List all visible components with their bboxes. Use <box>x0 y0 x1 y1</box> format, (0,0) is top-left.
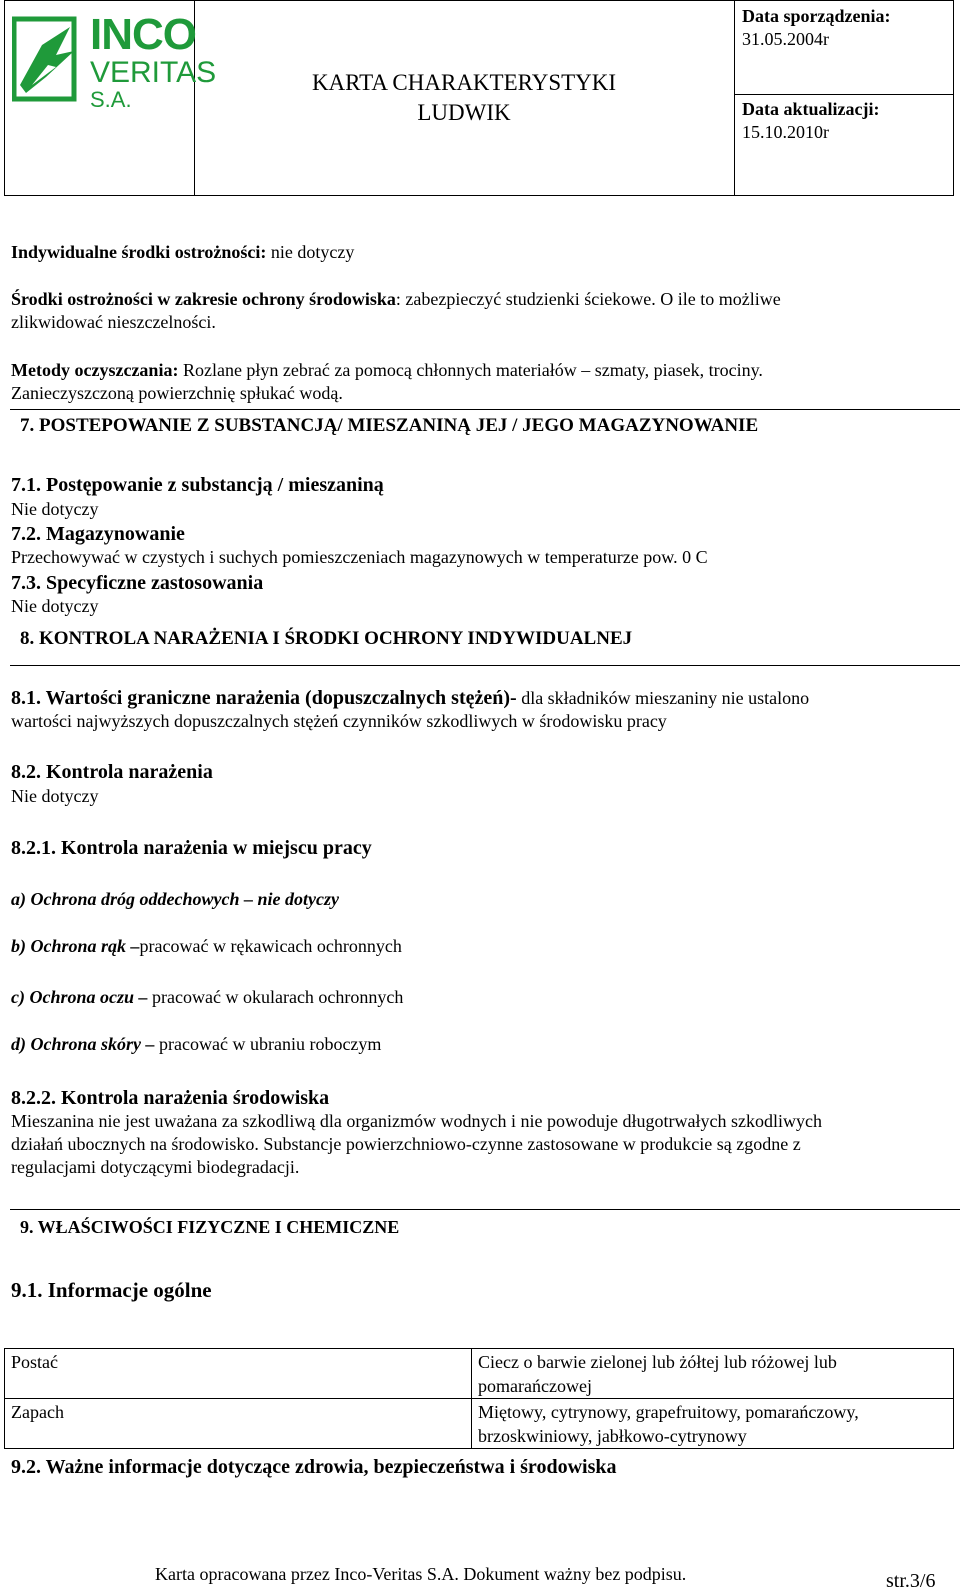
subsection-8-1-cont: wartości najwyższych dopuszczalnych stężeń czynników szkodliwych w środowisku pracy <box>11 711 667 731</box>
section-7-heading: 7. POSTEPOWANIE Z SUBSTANCJĄ/ MIESZANINĄ JEJ / JEGO MAGAZYNOWANIE <box>20 415 759 436</box>
subsection-8-2-heading: 8.2. Kontrola narażenia <box>11 761 213 783</box>
section-divider <box>10 1209 960 1210</box>
section-9-heading: 9. WŁAŚCIWOŚCI FIZYCZNE I CHEMICZNE <box>20 1217 400 1237</box>
subsection-8-2-2-text: Mieszanina nie jest uważana za szkodliwą dla organizmów wodnych i nie powoduje długotrwałych szkodliwych <box>11 1111 822 1131</box>
property-value: Ciecz o barwie zielonej lub żółtej lub różowej lub pomarańczowej <box>472 1349 954 1399</box>
subsection-7-1-text: Nie dotyczy <box>11 499 99 519</box>
subsection-7-1-heading: 7.1. Postępowanie z substancją / mieszaniną <box>11 474 384 496</box>
subsection-7-2-text: Przechowywać w czystych i suchych pomieszczeniach magazynowych w temperaturze pow. 0 C <box>11 547 708 567</box>
logo-bird-icon <box>12 15 78 105</box>
properties-table <box>4 1348 954 1449</box>
hand-protection: b) Ochrona rąk –pracować w rękawicach ochronnych <box>11 936 402 956</box>
updated-date-label: Data aktualizacji: <box>742 99 880 119</box>
eye-protection: c) Ochrona oczu – pracować w okularach ochronnych <box>11 987 404 1007</box>
subsection-7-3-heading: 7.3. Specyficzne zastosowania <box>11 572 264 594</box>
environmental-precautions: Środki ostrożności w zakresie ochrony środowiska: zabezpieczyć studzienki ściekowe. O ile to możliwe <box>11 289 781 309</box>
created-date-label: Data sporządzenia: <box>742 6 891 26</box>
logo-text-inco: INCO <box>90 10 196 59</box>
product-name: LUDWIK <box>417 100 511 125</box>
created-date-value: 31.05.2004r <box>742 29 829 49</box>
logo-text-veritas: VERITAS <box>90 56 217 89</box>
subsection-8-2-1-heading: 8.2.1. Kontrola narażenia w miejscu pracy <box>11 837 372 859</box>
updated-date-value: 15.10.2010r <box>742 122 829 142</box>
document-header <box>4 0 954 196</box>
section-divider <box>10 665 960 666</box>
subsection-9-2-heading: 9.2. Ważne informacje dotyczące zdrowia, bezpieczeństwa i środowiska <box>11 1456 617 1478</box>
subsection-8-2-2-text: działań ubocznych na środowisko. Substancje powierzchniowo-czynne zastosowane w produkcie są zgodne z <box>11 1134 801 1154</box>
subsection-8-2-2-heading: 8.2.2. Kontrola narażenia środowiska <box>11 1087 330 1109</box>
logo-text-sa: S.A. <box>90 87 132 112</box>
subsection-8-2-2-text: regulacjami dotyczącymi biodegradacji. <box>11 1157 300 1177</box>
header-divider <box>734 94 953 95</box>
property-label: Postać <box>5 1349 472 1399</box>
document-title: KARTA CHARAKTERYSTYKI <box>311 70 617 95</box>
section-divider <box>10 409 960 410</box>
respiratory-protection: a) Ochrona dróg oddechowych – nie dotyczy <box>11 889 339 909</box>
property-value: Miętowy, cytrynowy, grapefruitowy, pomarańczowy, brzoskwiniowy, jabłkowo-cytrynowy <box>472 1399 954 1449</box>
environmental-precautions-cont: zlikwidować nieszczelności. <box>11 312 216 332</box>
subsection-8-1: 8.1. Wartości graniczne narażenia (dopuszczalnych stężeń)- dla składników mieszaniny nie ustalono <box>11 687 810 709</box>
page-number: str.3/6 <box>886 1570 936 1592</box>
subsection-8-2-text: Nie dotyczy <box>11 786 99 806</box>
subsection-7-3-text: Nie dotyczy <box>11 596 99 616</box>
subsection-9-1-heading: 9.1. Informacje ogólne <box>11 1278 212 1302</box>
skin-protection: d) Ochrona skóry – pracować w ubraniu roboczym <box>11 1034 382 1054</box>
table-row <box>5 1349 954 1399</box>
section-8-heading: 8. KONTROLA NARAŻENIA I ŚRODKI OCHRONY INDYWIDUALNEJ <box>20 628 633 649</box>
header-divider <box>734 1 735 195</box>
subsection-7-2-heading: 7.2. Magazynowanie <box>11 523 185 545</box>
property-label: Zapach <box>5 1399 472 1449</box>
cleanup-methods: Metody oczyszczania: Rozlane płyn zebrać za pomocą chłonnych materiałów – szmaty, piasek, trociny. <box>11 360 763 380</box>
footer-note: Karta opracowana przez Inco-Veritas S.A. Dokument ważny bez podpisu. <box>155 1564 687 1584</box>
company-logo <box>10 10 217 121</box>
cleanup-methods-cont: Zanieczyszczoną powierzchnię spłukać wodą. <box>11 383 343 403</box>
table-row <box>5 1399 954 1449</box>
personal-precautions: Indywidualne środki ostrożności: nie dotyczy <box>11 242 355 262</box>
